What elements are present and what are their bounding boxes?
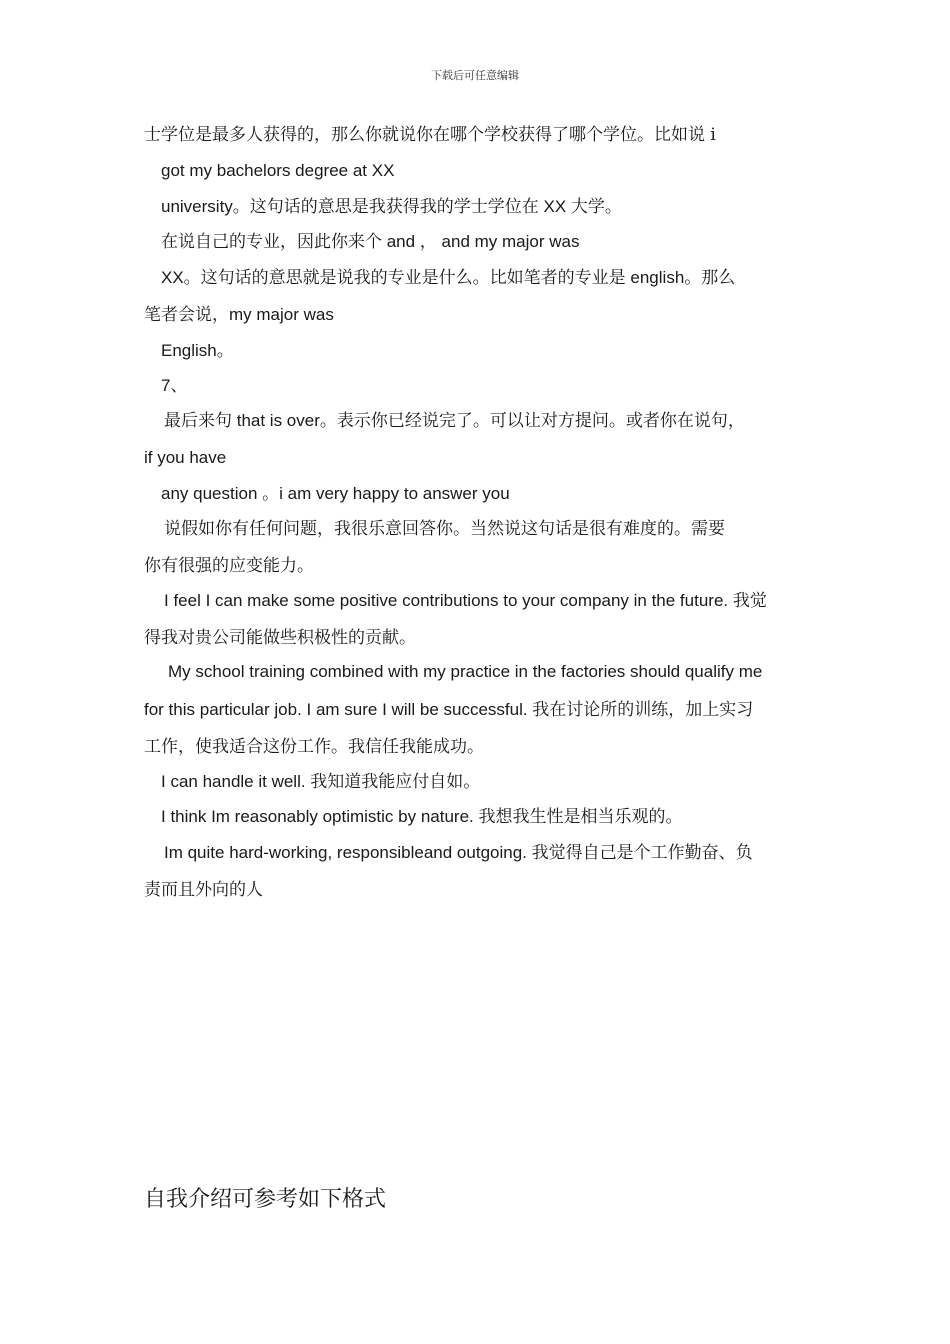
text-line: I think Im reasonably optimistic by nature. 我想我生性是相当乐观的。 (161, 807, 683, 826)
text-line: 得我对贵公司能做些积极性的贡献。 (144, 628, 416, 648)
text-line: for this particular job. I am sure I will be successful. 我在讨论所的训练，加上实习 (144, 700, 754, 719)
text-line: 工作，使我适合这份工作。我信任我能成功。 (144, 737, 484, 757)
text-line: 最后来句 that is over。表示你已经说完了。可以让对方提问。或者你在说句， (164, 411, 745, 430)
text-line: I can handle it well. 我知道我能应付自如。 (161, 772, 481, 791)
text-line: English。 (161, 341, 234, 360)
text-line: got my bachelors degree at XX (161, 161, 395, 180)
text-line: 在说自己的专业，因此你来个 and ， and my major was (161, 232, 580, 251)
text-line: 责而且外向的人 (144, 880, 263, 900)
page-header: 下载后可任意编辑 (431, 69, 519, 82)
text-line: XX。这句话的意思就是说我的专业是什么。比如笔者的专业是 english。那么 (161, 268, 736, 287)
text-line: My school training combined with my practice in the factories should qualify me (168, 662, 763, 681)
text-line: 士学位是最多人获得的，那么你就说你在哪个学校获得了哪个学位。比如说 i (144, 125, 716, 145)
text-line: university。这句话的意思是我获得我的学士学位在 XX 大学。 (161, 197, 622, 216)
text-line: 7、 (161, 376, 188, 395)
text-line: 笔者会说，my major was (144, 305, 334, 324)
text-line: 你有很强的应变能力。 (144, 556, 314, 576)
text-line: any question 。i am very happy to answer you (161, 484, 510, 503)
text-line: if you have (144, 448, 227, 467)
text-line: Im quite hard-working, responsibleand outgoing. 我觉得自己是个工作勤奋、负 (164, 843, 753, 862)
text-line: 说假如你有任何问题，我很乐意回答你。当然说这句话是很有难度的。需要 (164, 519, 725, 539)
section-heading: 自我介绍可参考如下格式 (144, 1187, 387, 1212)
text-line: I feel I can make some positive contributions to your company in the future. 我觉 (164, 591, 767, 610)
